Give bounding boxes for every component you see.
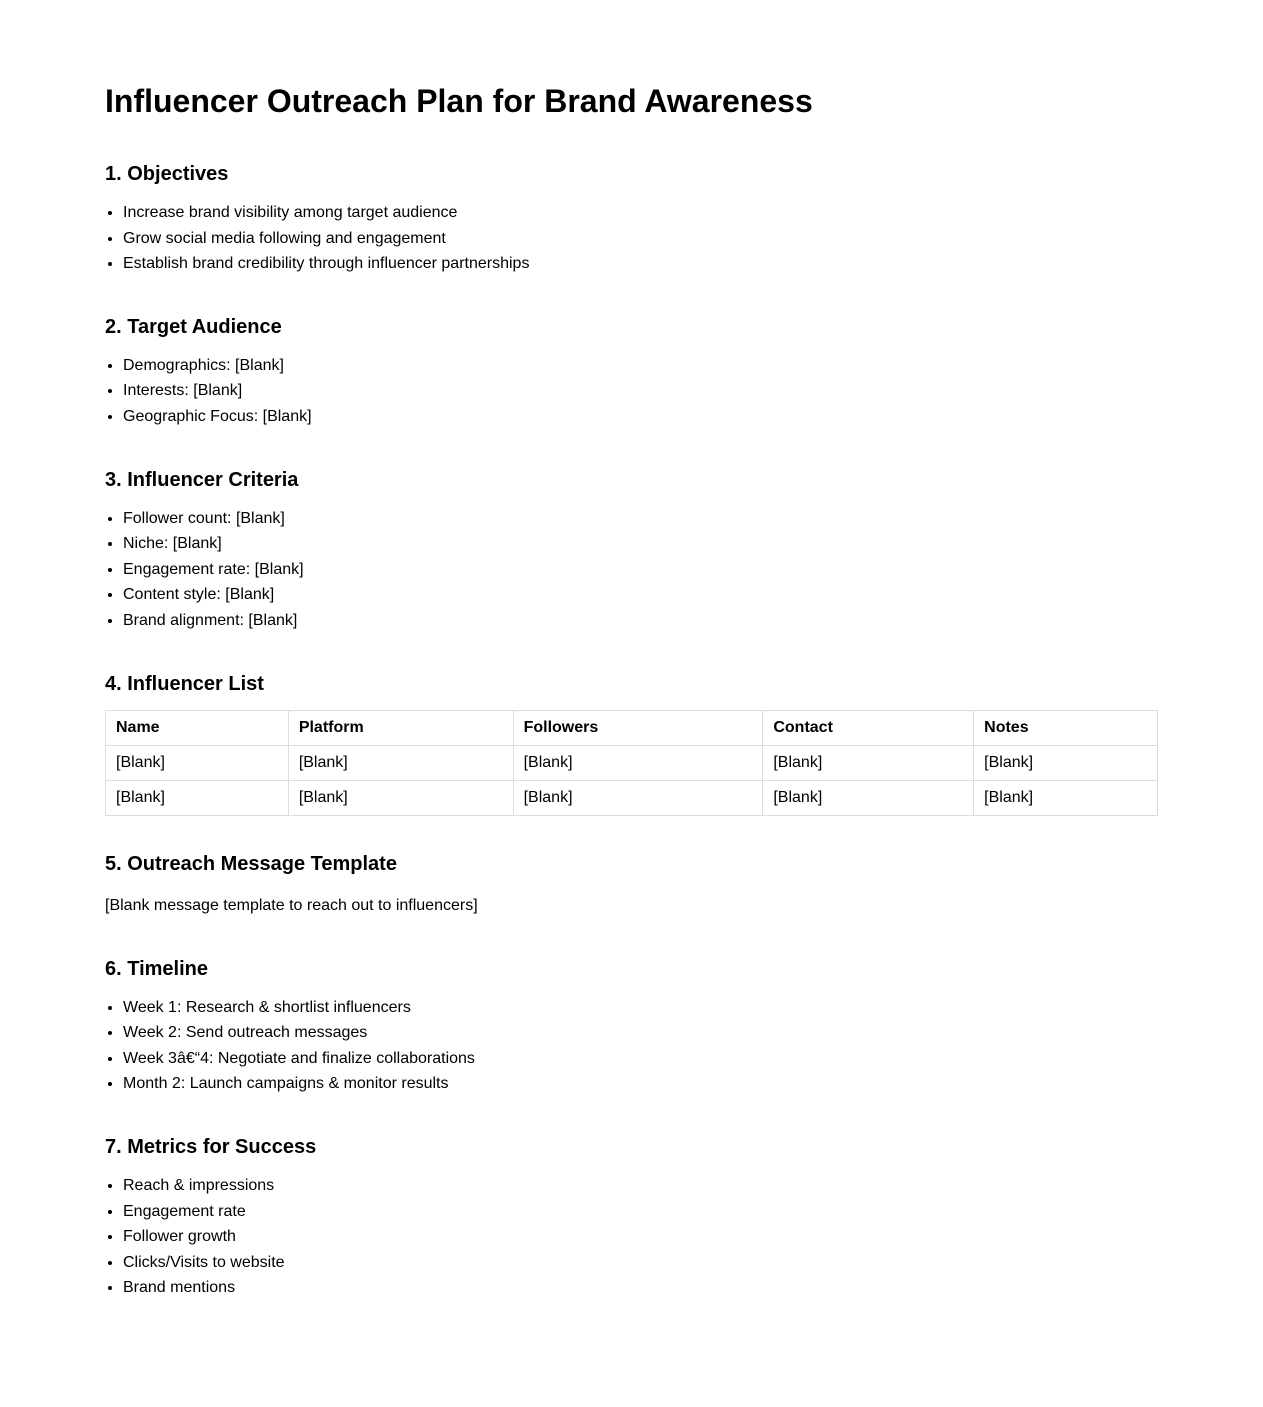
section-heading-objectives: 1. Objectives	[105, 163, 229, 185]
list-item: • Geographic Focus: [Blank]	[123, 404, 1158, 430]
influencer-table	[105, 710, 1158, 816]
table-cell: [Blank]	[974, 780, 1158, 815]
table-cell: [Blank]	[106, 745, 289, 780]
section-heading-outreach-template: 5. Outreach Message Template	[105, 852, 397, 875]
objectives-list	[105, 200, 1158, 277]
section-heading-target-audience: 2. Target Audience	[105, 315, 282, 338]
list-item: • Brand alignment: [Blank]	[123, 608, 1158, 634]
table-cell: [Blank]	[763, 780, 974, 815]
list-item: • Brand mentions	[123, 1275, 1158, 1301]
list-item: • Follower count: [Blank]	[123, 506, 1158, 532]
target-audience-list	[105, 353, 1158, 430]
timeline-list	[105, 995, 1158, 1097]
influencer-criteria-list	[105, 506, 1158, 634]
list-item: • Establish brand credibility through influencer partnerships	[123, 251, 1158, 277]
table-cell: [Blank]	[288, 780, 513, 815]
list-item: • Interests: [Blank]	[123, 378, 1158, 404]
table-row	[106, 745, 1158, 780]
list-item: • Week 2: Send outreach messages	[123, 1020, 1158, 1046]
list-item: • Increase brand visibility among target audience	[123, 200, 1158, 226]
section-heading-timeline: 6. Timeline	[105, 957, 209, 980]
metrics-list	[105, 1173, 1158, 1301]
outreach-template-text: [Blank message template to reach out to influencers]	[105, 896, 478, 914]
column-header-name: Name	[106, 710, 289, 745]
list-item: • Week 3â€“4: Negotiate and finalize collaborations	[123, 1046, 1158, 1072]
table-cell: [Blank]	[974, 745, 1158, 780]
section-heading-influencer-criteria: 3. Influencer Criteria	[105, 468, 299, 491]
section-heading-influencer-list: 4. Influencer List	[105, 672, 264, 695]
list-item: • Content style: [Blank]	[123, 582, 1158, 608]
table-cell: [Blank]	[513, 780, 763, 815]
table-cell: [Blank]	[763, 745, 974, 780]
column-header-followers: Followers	[513, 710, 763, 745]
list-item: • Follower growth	[123, 1224, 1158, 1250]
list-item: • Niche: [Blank]	[123, 531, 1158, 557]
list-item: • Engagement rate: [Blank]	[123, 557, 1158, 583]
list-item: • Reach & impressions	[123, 1173, 1158, 1199]
table-row	[106, 780, 1158, 815]
table-header-row	[106, 710, 1158, 745]
table-cell: [Blank]	[288, 745, 513, 780]
list-item: • Demographics: [Blank]	[123, 353, 1158, 379]
list-item: • Week 1: Research & shortlist influencers	[123, 995, 1158, 1021]
section-heading-metrics: 7. Metrics for Success	[105, 1135, 317, 1158]
table-cell: [Blank]	[106, 780, 289, 815]
table-cell: [Blank]	[513, 745, 763, 780]
column-header-contact: Contact	[763, 710, 974, 745]
column-header-platform: Platform	[288, 710, 513, 745]
page-title: Influencer Outreach Plan for Brand Awareness	[105, 83, 813, 119]
list-item: • Clicks/Visits to website	[123, 1250, 1158, 1276]
list-item: • Engagement rate	[123, 1199, 1158, 1225]
column-header-notes: Notes	[974, 710, 1158, 745]
list-item: • Month 2: Launch campaigns & monitor results	[123, 1071, 1158, 1097]
list-item: • Grow social media following and engagement	[123, 226, 1158, 252]
